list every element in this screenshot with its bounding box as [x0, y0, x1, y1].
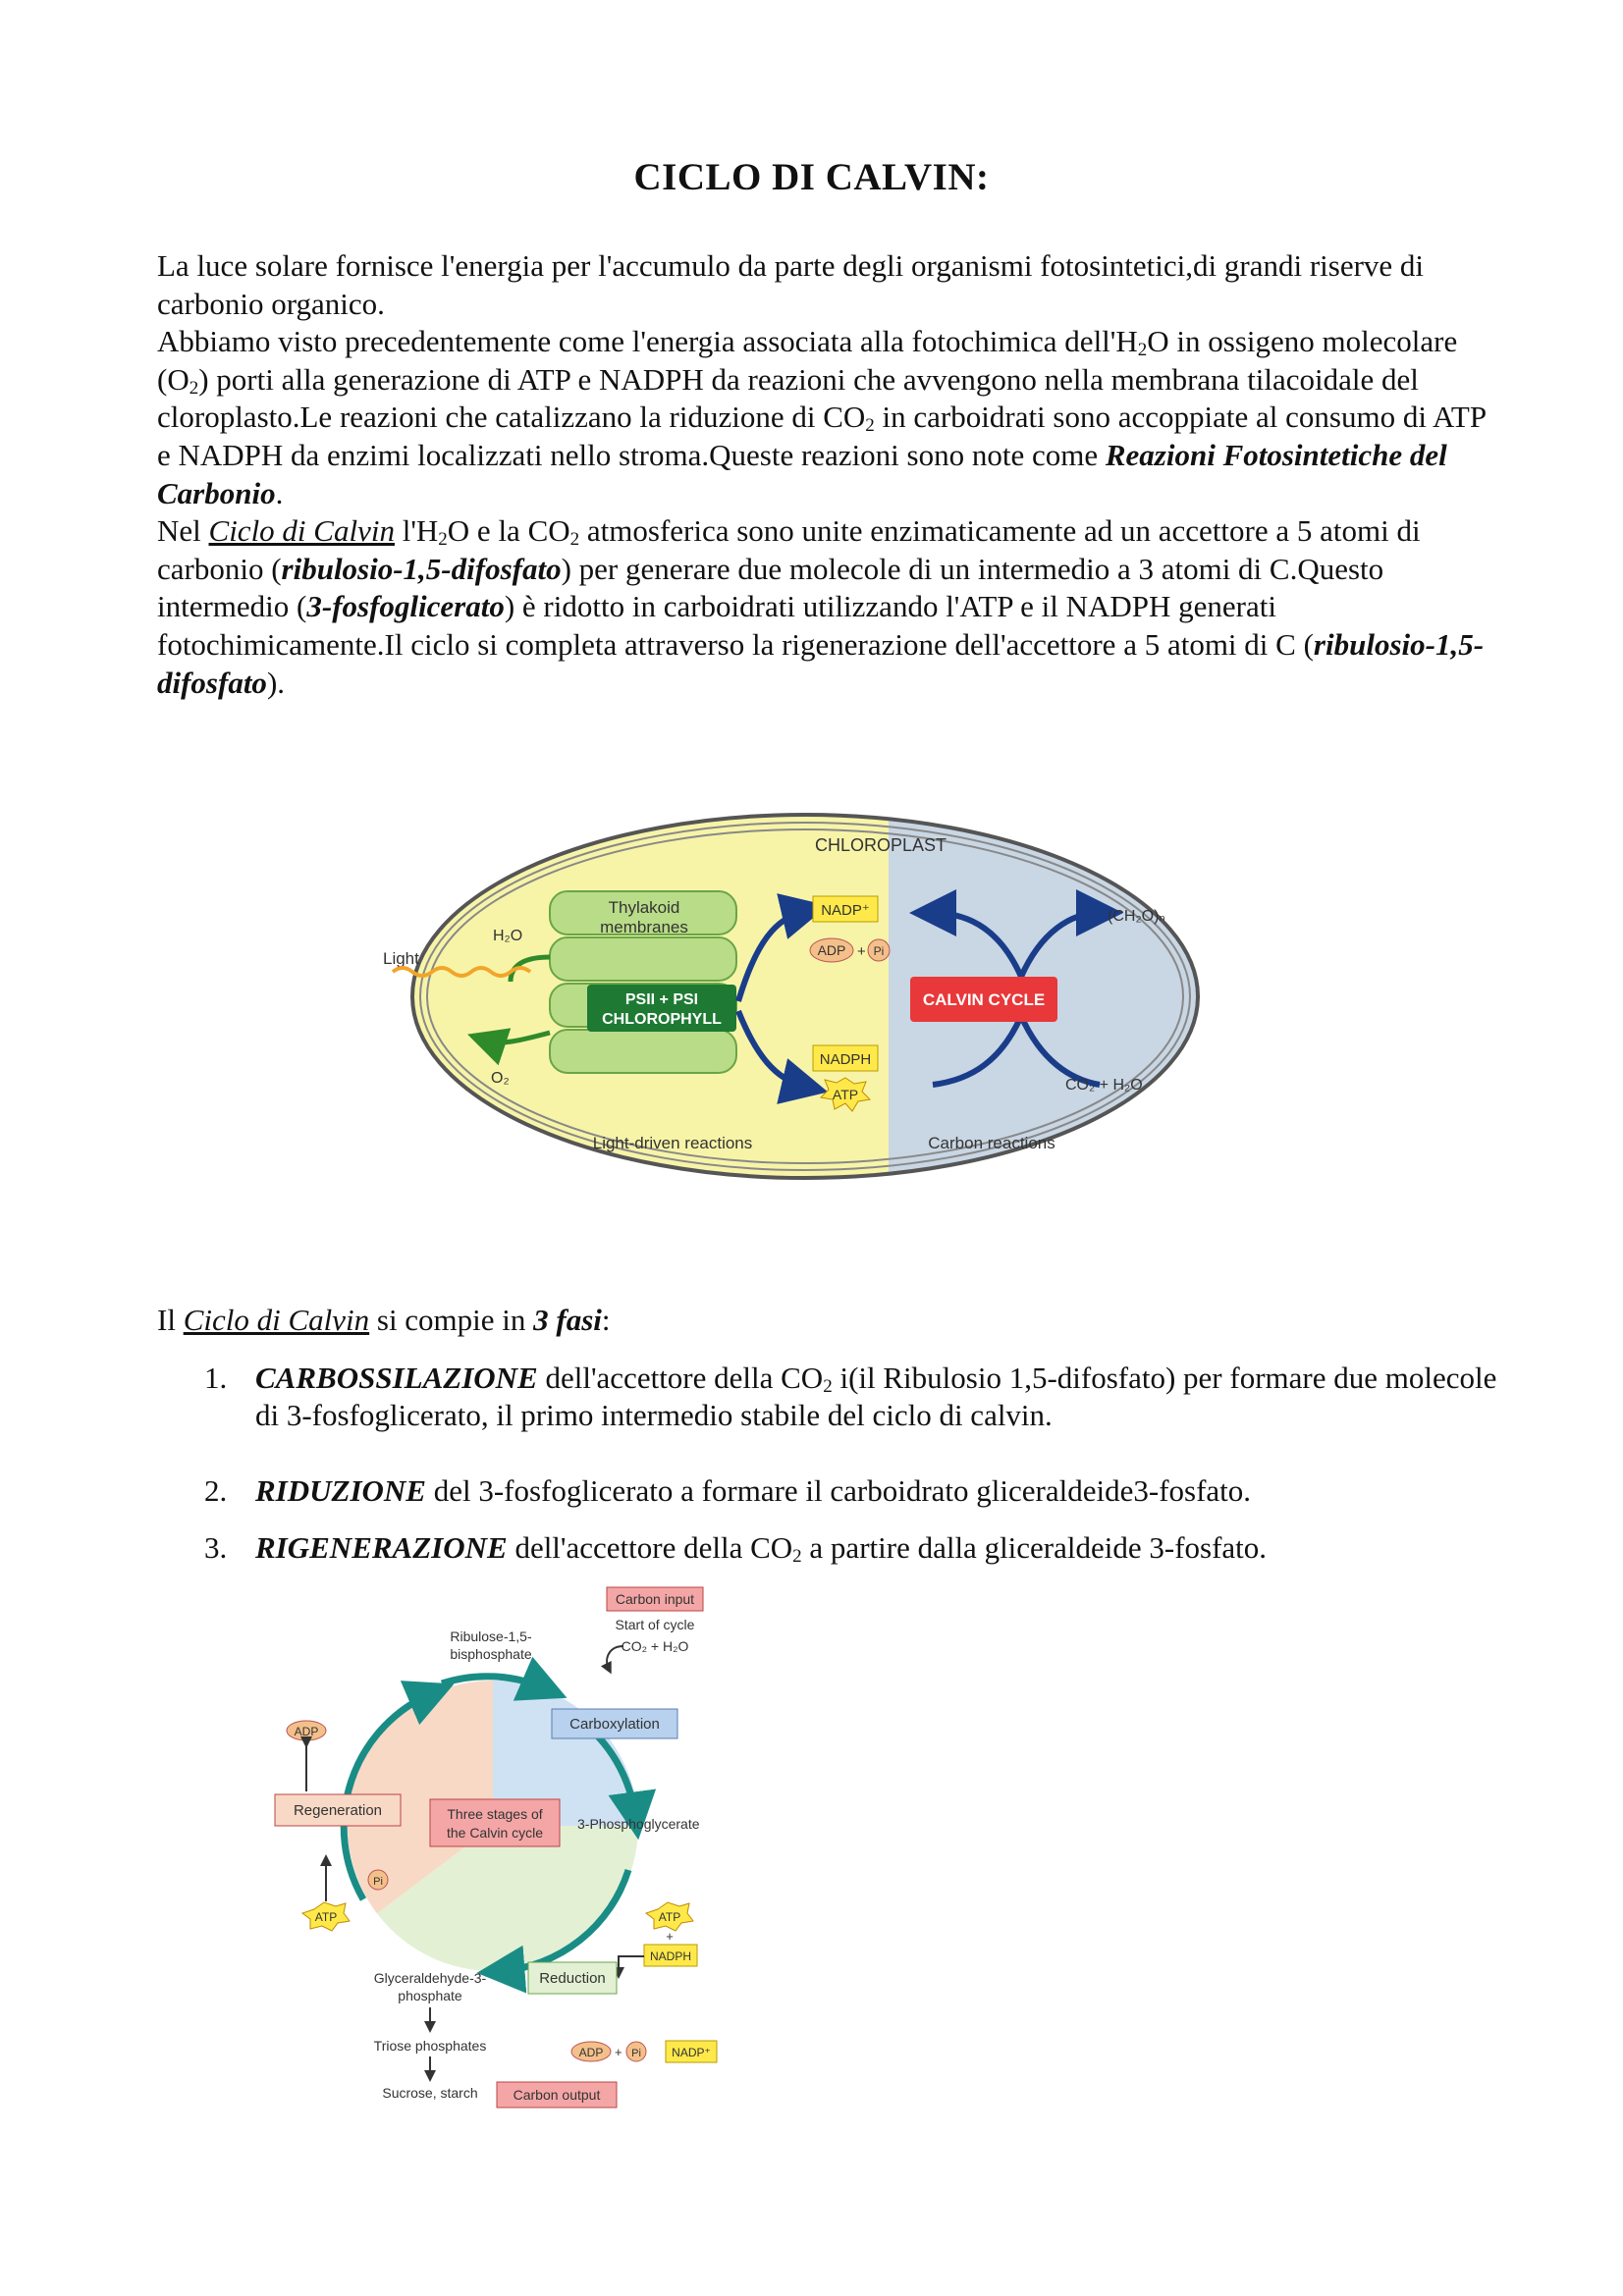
subscript-2: 2 [823, 1376, 833, 1397]
intro-text [157, 247, 1492, 702]
phase-text-b: a partire dalla gliceraldeide 3-fosfato. [801, 1530, 1268, 1565]
atp-label: ATP [658, 1910, 681, 1924]
regeneration-label: Regeneration [293, 1802, 383, 1819]
h2o-label: H₂O [493, 928, 523, 944]
g3p-label-2: phosphate [398, 1988, 462, 2003]
term-3-fosfoglicerato: 3-fosfoglicerato [306, 589, 505, 624]
phase-list [204, 1529, 1500, 1567]
adp-label: ADP [294, 1725, 319, 1738]
nadph-label: NADPH [819, 1051, 872, 1068]
phase-text-a: dell'accettore della CO [537, 1361, 824, 1395]
plus-label: + [857, 943, 866, 960]
term-ribulosio: ribulosio-1,5-difosfato [281, 551, 562, 586]
phase-number: 1. [204, 1361, 228, 1395]
fasi-text-c: : [601, 1303, 611, 1337]
rubp-label-1: Ribulose-1,5- [450, 1629, 532, 1644]
light-driven-label: Light-driven reactions [592, 1134, 753, 1152]
chloroplast-fill [373, 785, 1237, 1207]
subscript-2: 2 [792, 1546, 802, 1567]
subscript-2: 2 [438, 529, 448, 551]
phase-text-a: dell'accettore della CO [507, 1530, 793, 1565]
subscript-2: 2 [1137, 340, 1148, 361]
fasi-text-b: si compie in [369, 1303, 534, 1337]
triose-label: Triose phosphates [373, 2038, 487, 2054]
intro-p1-text: La luce solare fornisce l'energia per l'accumulo da parte degli organismi fotosintetici,di grandi riserve di carbonio organico. [157, 248, 1425, 321]
o2-label: O₂ [491, 1070, 510, 1087]
intro-p3-text-a: Nel [157, 513, 209, 549]
intro-p2-text-b: O in ossigeno molecolare (O [157, 324, 1458, 397]
calvin-cycle-diagram [265, 1585, 736, 2120]
fasi-text-a: Il [157, 1303, 184, 1337]
phase-text-a: del 3-fosfoglicerato a formare il carboidrato gliceraldeide3-fosfato. [425, 1473, 1252, 1508]
rubp-label-2: bisphosphate [450, 1646, 532, 1662]
subscript-2: 2 [569, 529, 580, 551]
phase-list [204, 1472, 1500, 1510]
thylakoid-label-2: membranes [600, 918, 688, 936]
pga-label: 3-Phosphoglycerate [577, 1816, 700, 1832]
nadph-arrow [619, 1956, 644, 1973]
ciclo-di-calvin-link[interactable]: Ciclo di Calvin [183, 1303, 370, 1337]
term-ribulosio: ribulosio-1,5-difosfato [157, 626, 1485, 700]
intro-paragraph-3 [157, 512, 1492, 702]
phase-number: 3. [204, 1530, 228, 1565]
chloroplast-title: CHLOROPLAST [815, 835, 947, 855]
carbon-output-label: Carbon output [513, 2087, 601, 2103]
phase-list [204, 1360, 1500, 1434]
carbon-input-label: Carbon input [615, 1591, 695, 1607]
start-of-cycle-label: Start of cycle [615, 1617, 695, 1632]
reduction-label: Reduction [539, 1970, 606, 1987]
intro-paragraph-2 [157, 323, 1492, 512]
intro-p3-text-b: l'H [394, 513, 439, 549]
intro-p3-text-f: ) è ridotto in carboidrati utilizzando l'ATP e il NADPH generati fotochimicamente.Il ciclo si completa attraverso la rigenerazione dell'accettore a 5 atomi di C ( [157, 589, 1314, 662]
intro-p2-text-a: Abbiamo visto precedentemente come l'energia associata alla fotochimica dell'H [157, 324, 1138, 359]
subscript-2: 2 [865, 415, 875, 437]
intro-p3-text-c: O e la CO [447, 513, 570, 549]
intro-p2-text-d: in carboidrati sono accoppiate al consumo di ATP e NADPH da enzimi localizzati nello stroma.Queste reazioni sono note come [157, 400, 1486, 472]
ch2o-label: (CH₂O)ₙ [1108, 908, 1165, 925]
carboxylation-label: Carboxylation [569, 1716, 660, 1733]
co2-h2o-input-label: CO₂ + H₂O [621, 1638, 689, 1654]
pi-label: Pi [631, 2048, 641, 2059]
nadp-label: NADP⁺ [821, 902, 870, 919]
carbon-reactions-label: Carbon reactions [928, 1134, 1055, 1152]
psi-label-2: CHLOROPHYLL [602, 1011, 722, 1028]
phase-item-1 [204, 1360, 1500, 1434]
light-label: Light [383, 949, 419, 968]
term-reazioni-fotosintetiche: Reazioni Fotosintetiche del Carbonio [157, 437, 1447, 510]
intro-p2-text-c: ) porti alla generazione di ATP e NADPH da reazioni che avvengono nella membrana tilacoidale del cloroplasto.Le reazioni che catalizzano la riduzione di CO [157, 361, 1419, 435]
pi-label: Pi [373, 1876, 383, 1888]
nadph-label: NADPH [649, 1949, 692, 1963]
g3p-label-1: Glyceraldehyde-3- [373, 1970, 487, 1986]
ciclo-di-calvin-link[interactable]: Ciclo di Calvin [208, 513, 395, 549]
nadp-label: NADP⁺ [672, 2046, 711, 2059]
intro-p3-text-e: ) per generare due molecole di un intermedio a 3 atomi di C.Questo intermedio ( [157, 551, 1384, 624]
three-stages-label-2: the Calvin cycle [446, 1825, 544, 1841]
fasi-bold: 3 fasi [533, 1303, 602, 1337]
page-title: CICLO DI CALVIN: [633, 156, 990, 198]
plus-label: + [666, 1929, 674, 1944]
phase-title: RIGENERAZIONE [255, 1530, 508, 1565]
adp-label: ADP [578, 2046, 604, 2059]
phase-text-b: i(il Ribulosio 1,5-difosfato) per formare due molecole di 3-fosfoglicerato, il primo intermedio stabile del ciclo di calvin. [255, 1361, 1497, 1432]
phase-item-2 [204, 1472, 1500, 1510]
sucrose-label: Sucrose, starch [382, 2085, 478, 2101]
co2-h2o-label: CO₂ + H₂O [1065, 1077, 1143, 1094]
thylakoid-label-1: Thylakoid [608, 898, 680, 917]
phase-item-3 [204, 1529, 1500, 1567]
phase-title: RIDUZIONE [255, 1473, 426, 1508]
fasi-intro [157, 1302, 611, 1339]
plus-label: + [615, 2045, 622, 2059]
three-stages-label-1: Three stages of [447, 1806, 543, 1822]
intro-p3-text-g: ). [266, 665, 286, 700]
calvin-cycle-label: CALVIN CYCLE [922, 990, 1046, 1009]
phase-title: CARBOSSILAZIONE [255, 1361, 538, 1395]
adp-label: ADP [817, 942, 846, 958]
psi-label-1: PSII + PSI [624, 991, 699, 1008]
atp-label: ATP [314, 1910, 338, 1924]
pi-label: Pi [873, 944, 885, 958]
intro-paragraph-1 [157, 247, 1492, 323]
intro-p2-end: . [275, 475, 284, 510]
subscript-2: 2 [189, 377, 199, 399]
phase-number: 2. [204, 1473, 228, 1508]
chloroplast-diagram [373, 785, 1237, 1207]
atp-label: ATP [832, 1087, 859, 1102]
intro-p3-text-d: atmosferica sono unite enzimaticamente ad un accettore a 5 atomi di carbonio ( [157, 513, 1421, 586]
